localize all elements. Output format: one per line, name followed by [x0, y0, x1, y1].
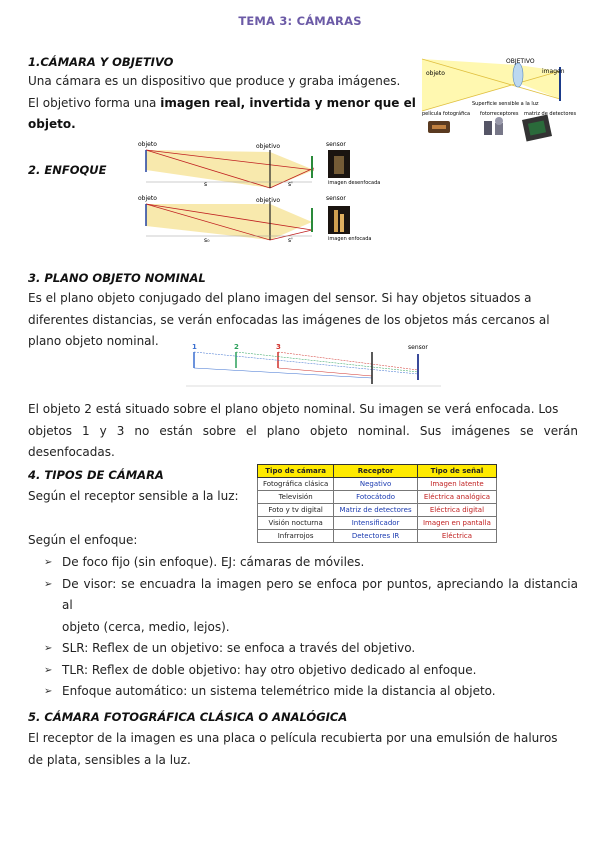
table-cell: Infrarrojos	[258, 530, 334, 543]
section-4-heading: 4. TIPOS DE CÁMARA	[28, 468, 164, 482]
table-cell: Eléctrica digital	[417, 504, 496, 517]
d2-s0: s₀	[204, 237, 210, 244]
s4-enfoque-intro: Según el enfoque:	[28, 533, 138, 547]
table-cell: Eléctrica	[417, 530, 496, 543]
sharp-photo	[328, 206, 350, 234]
d1-objeto: objeto	[426, 70, 445, 77]
section-1-text	[28, 71, 418, 136]
table-cell: Foto y tv digital	[258, 504, 334, 517]
section-1-heading: 1.CÁMARA Y OBJETIVO	[28, 55, 174, 69]
d2-objetivo-2: objetivo	[256, 197, 281, 204]
table-header-row	[258, 465, 497, 478]
focus-diagram	[138, 138, 381, 250]
lens-icon	[513, 63, 523, 87]
d2-objeto-2: objeto	[138, 195, 157, 202]
d3-sensor: sensor	[408, 344, 428, 351]
arrow-bullet-icon: ➢	[44, 643, 53, 654]
table-row	[258, 504, 497, 517]
section-3-text-2	[28, 399, 578, 464]
s3-line1: Es el plano objeto conjugado del plano imagen del sensor. Si hay objetos situados a	[28, 291, 532, 305]
table-cell: Matriz de detectores	[334, 504, 418, 517]
section-5-text	[28, 728, 578, 771]
list-item: ➢ TLR: Reflex de doble objetivo: hay otro objetivo dedicado al enfoque.	[28, 660, 578, 682]
d2-sensor-2: sensor	[326, 195, 346, 202]
list-item: ➢ SLR: Reflex de un objetivo: se enfoca a través del objetivo.	[28, 638, 578, 660]
camera-objective-diagram	[420, 55, 577, 145]
d3-num-2: 2	[234, 343, 239, 351]
d1-matriz: matriz de detectores	[524, 111, 577, 117]
s1-line2: El objetivo forma una imagen real, invertida y menor que el	[28, 95, 416, 110]
list-item: ➢ De visor: se encuadra la imagen pero se enfoca por puntos, apreciando la distancia al objeto (cerca, medio, lejos).	[28, 574, 578, 639]
table-cell: Eléctrica analógica	[417, 491, 496, 504]
section-3-heading: 3. PLANO OBJETO NOMINAL	[28, 271, 206, 285]
table-cell: Imagen en pantalla	[417, 517, 496, 530]
s1-line3: objeto.	[28, 117, 76, 131]
d1-imagen: imagen	[542, 68, 565, 75]
s1-line1: Una cámara es un dispositivo que produce y graba imágenes.	[28, 74, 401, 88]
page-title: TEMA 3: CÁMARAS	[238, 14, 362, 28]
d2-sprime-1: s'	[288, 181, 293, 188]
d1-objetivo: OBJETIVO	[506, 58, 535, 65]
table-header: Receptor	[334, 465, 418, 478]
s3-p2-line2: objetos 1 y 3 no están sobre el plano objeto nominal. Sus imágenes se verán desenfocadas.	[28, 423, 578, 459]
table-header: Tipo de señal	[417, 465, 496, 478]
table-row	[258, 491, 497, 504]
d2-sprime-2: s'	[288, 237, 293, 244]
nominal-plane-diagram	[186, 338, 446, 392]
section-2-heading: 2. ENFOQUE	[28, 163, 107, 177]
arrow-bullet-icon: ➢	[44, 557, 53, 568]
s3-p2-line1: El objeto 2 está situado sobre el plano objeto nominal. Su imagen se verá enfocada. Los	[28, 402, 559, 416]
d2-sensor-1: sensor	[326, 141, 346, 148]
d2-objetivo-1: objetivo	[256, 143, 281, 150]
table-cell: Detectores IR	[334, 530, 418, 543]
table-row	[258, 517, 497, 530]
arrow-bullet-icon: ➢	[44, 686, 53, 697]
camera-types-table	[257, 464, 497, 543]
table-row	[258, 530, 497, 543]
focus-types-list	[28, 552, 578, 703]
d2-img2-label: imagen enfocada	[328, 236, 372, 242]
s5-line2: de plata, sensibles a la luz.	[28, 752, 191, 767]
d2-s: s	[204, 181, 208, 188]
d1-fotorreceptores: fotorreceptores	[480, 111, 519, 117]
arrow-bullet-icon: ➢	[44, 664, 53, 676]
d2-img1-label: imagen desenfocada	[328, 180, 381, 186]
s3-line2: diferentes distancias, se verán enfocadas las imágenes de los objetos más cercanos al	[28, 312, 550, 327]
d1-pelicula: película fotográfica	[422, 111, 471, 117]
d1-superficie: Superficie sensible a la luz	[472, 101, 539, 107]
table-header: Tipo de cámara	[258, 465, 334, 478]
d3-num-3: 3	[276, 343, 281, 351]
d2-objeto-1: objeto	[138, 141, 157, 148]
list-item: ➢ Enfoque automático: un sistema telemétrico mide la distancia al objeto.	[28, 681, 578, 703]
table-cell: Negativo	[334, 478, 418, 491]
d3-num-1: 1	[192, 343, 197, 351]
s5-line1: El receptor de la imagen es una placa o película recubierta por una emulsión de haluros	[28, 731, 558, 745]
list-item: ➢ De foco fijo (sin enfoque). EJ: cámaras de móviles.	[28, 552, 578, 574]
section-5-heading: 5. CÁMARA FOTOGRÁFICA CLÁSICA O ANALÓGICA	[28, 710, 348, 724]
arrow-bullet-icon: ➢	[44, 578, 53, 590]
s3-line3: plano objeto nominal.	[28, 334, 159, 348]
table-row	[258, 478, 497, 491]
table-cell: Imagen latente	[417, 478, 496, 491]
table-cell: Fotocátodo	[334, 491, 418, 504]
photoreceptor-icon	[495, 117, 503, 125]
table-cell: Televisión	[258, 491, 334, 504]
s4-intro: Según el receptor sensible a la luz:	[28, 489, 239, 503]
table-cell: Fotográfica clásica	[258, 478, 334, 491]
table-cell: Intensificador	[334, 517, 418, 530]
table-cell: Visión nocturna	[258, 517, 334, 530]
